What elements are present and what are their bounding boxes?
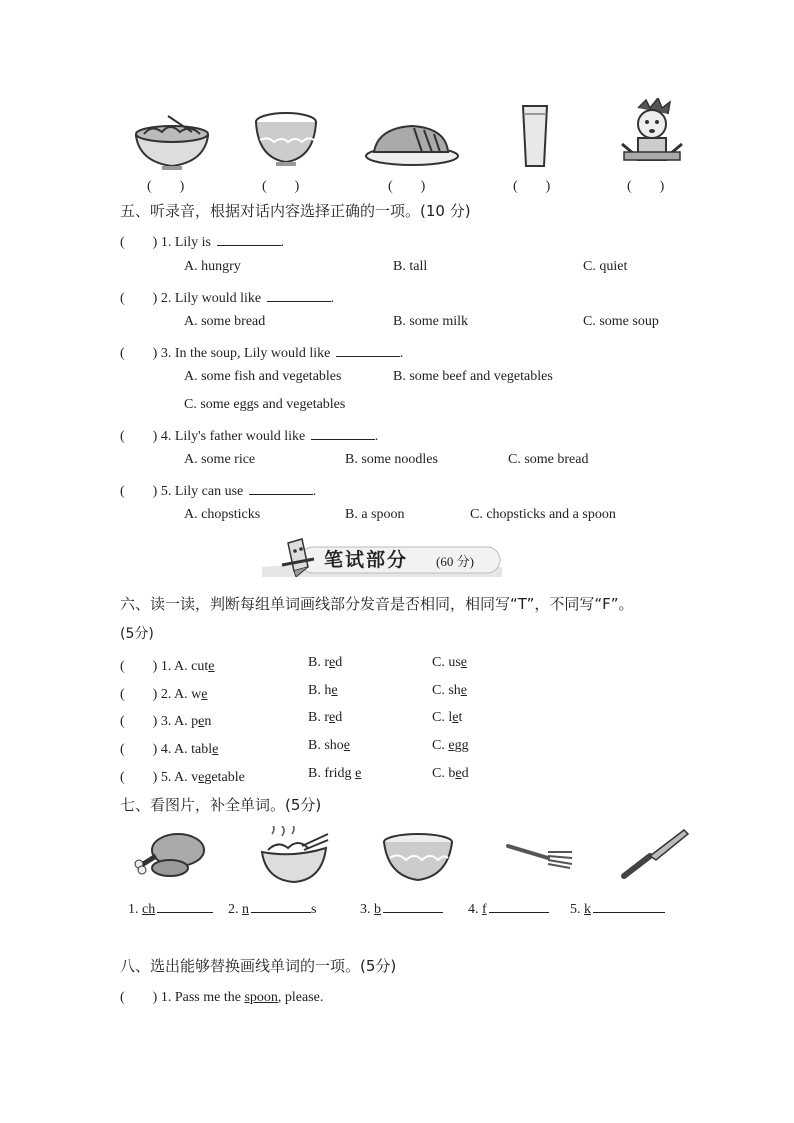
option-a: A. hungry [184,259,241,274]
fork-icon [504,836,576,876]
word-part: B. r [308,710,329,725]
stem: ( ) 3. In the soup, Lily would like [120,346,331,361]
word-part: B. r [308,655,329,670]
option-c: C. some bread [508,452,589,467]
stem-end: . [280,235,284,250]
word-c [432,655,467,671]
word-b [308,683,338,699]
word-part: p [191,714,199,729]
option-b: B. some noodles [345,452,438,467]
section-7-title: 七、看图片，补全单词。(5分) [120,796,322,814]
stem-end: , please. [277,990,324,1005]
item-number: 2. [228,902,242,917]
word-c [432,683,467,699]
underlined-letter: e [329,655,336,670]
row-number: ( ) 3. A. [120,714,192,729]
stem-end: . [374,429,379,444]
answer-blank[interactable] [157,900,213,913]
word-part: C. [432,738,449,753]
word-c [432,738,469,754]
underlined-letter: e [355,766,362,781]
word-part: C. us [432,655,461,670]
word-part: d [335,655,343,670]
knife-icon [620,826,690,882]
fill-item-2 [228,900,316,918]
option-b: B. tall [393,259,428,274]
word-part: getable [204,770,245,785]
underlined-letter: e [201,687,208,702]
option-b: B. some beef and vegetables [393,369,553,384]
stem-end: . [330,291,335,306]
word-part: gg [454,738,469,753]
option-c: C. some eggs and vegetables [184,397,346,412]
answer-blank[interactable] [249,482,313,495]
word-part: C. sh [432,683,461,698]
noodle-bowl-icon [132,112,212,172]
answer-paren[interactable]: ( ) [627,179,665,194]
question-5-2 [120,287,334,307]
stem: ( ) 2. Lily would like [120,291,262,306]
question-5-1 [120,231,284,251]
word-part: n [204,714,212,729]
word-part: B. h [308,683,332,698]
word-part: t [458,710,463,725]
banner-score: (60 分) [436,554,474,569]
word-part: tabl [191,742,213,757]
glass-of-milk-icon [520,104,550,168]
option-a: A. some fish and vegetables [184,369,342,384]
word-part: B. sho [308,738,344,753]
underlined-letter: e [460,683,468,698]
stem-end: . [399,346,404,361]
section-6-title: 六、读一读，判断每组单词画线部分发音是否相同，相同写“T”，不同写“F”。 [120,595,634,613]
underlined-letter: e [460,655,468,670]
row-number: ( ) 4. A. [120,742,192,757]
answer-blank[interactable] [311,427,375,440]
underlined-letter: e [329,710,336,725]
table-row [120,683,208,703]
word-b [308,655,342,671]
option-c: C. some soup [583,314,659,329]
word-b [308,710,342,726]
bowl-icon [254,110,318,168]
underlined-letter: e [208,659,215,674]
item-number: 5. [570,902,584,917]
underlined-letter: e [448,738,455,753]
word-part: w [191,687,202,702]
word-part: v [191,770,199,785]
word-start: k [584,902,591,917]
item-number: 4. [468,902,482,917]
word-part: d [335,710,343,725]
word-part: d [461,766,469,781]
word-part: C. l [432,710,453,725]
answer-blank[interactable] [383,900,443,913]
answer-blank[interactable] [251,900,311,913]
underlined-letter: e [455,766,462,781]
option-b: B. some milk [393,314,469,329]
stem: ( ) 5. Lily can use [120,484,244,499]
stem: ( ) 1. Lily is [120,235,211,250]
noodles-chopsticks-icon [258,826,330,886]
banner-title: 笔试部分 [324,549,409,571]
fill-item-3 [360,900,443,918]
underlined-letter: e [343,738,351,753]
question-5-4 [120,425,378,445]
stem: ( ) 1. Pass me the [120,990,245,1005]
row-number: ( ) 1. A. [120,659,192,674]
underlined-letter: e [198,770,205,785]
underlined-letter: e [331,683,338,698]
question-5-5 [120,480,316,500]
option-b: B. a spoon [345,507,405,522]
fill-item-5 [570,900,665,918]
answer-paren[interactable]: ( ) [513,179,551,194]
option-a: A. some bread [184,314,266,329]
underlined-word: spoon [244,990,278,1005]
word-c [432,766,469,782]
boy-eating-icon [616,98,688,170]
answer-blank[interactable] [489,900,549,913]
word-part: cut [191,659,209,674]
word-b [308,738,350,754]
underlined-letter: e [452,710,459,725]
answer-blank[interactable] [267,289,331,302]
item-number: 1. [128,902,142,917]
table-row [120,766,245,786]
answer-paren[interactable]: ( ) [147,179,185,194]
option-a: A. chopsticks [184,507,261,522]
fill-item-4 [468,900,549,918]
word-start: b [374,902,381,917]
answer-paren[interactable]: ( ) [262,179,300,194]
option-c: C. quiet [583,259,628,274]
stem: ( ) 4. Lily's father would like [120,429,306,444]
word-start: n [242,902,249,917]
underlined-letter: e [198,714,205,729]
word-b [308,766,361,782]
written-part-banner [260,537,504,579]
word-start: f [482,902,487,917]
decorated-bowl-icon [382,832,454,884]
row-number: ( ) 2. A. [120,687,192,702]
word-c [432,710,462,726]
word-end: s [311,902,317,917]
chicken-leg-icon [134,830,206,880]
word-start: ch [142,902,156,917]
option-a: A. some rice [184,452,256,467]
section-5-title: 五、听录音，根据对话内容选择正确的一项。(10 分) [120,202,471,220]
table-row [120,738,218,758]
question-5-3 [120,342,403,362]
pencil-mascot-icon [278,537,318,577]
fill-item-1 [128,900,213,918]
bread-plate-icon [364,120,460,168]
table-row [120,655,215,675]
word-part: C. b [432,766,456,781]
answer-blank[interactable] [217,233,281,246]
option-c: C. chopsticks and a spoon [470,507,616,522]
word-part: B. fridg [308,766,356,781]
section-8-title: 八、选出能够替换画线单词的一项。(5分) [120,957,397,975]
section-6-score: (5分) [120,626,154,642]
answer-blank[interactable] [336,344,400,357]
underlined-letter: e [212,742,219,757]
answer-blank[interactable] [593,900,665,913]
table-row [120,710,211,730]
row-number: ( ) 5. A. [120,770,192,785]
answer-paren[interactable]: ( ) [388,179,426,194]
question-8-1 [120,986,323,1006]
stem-end: . [312,484,317,499]
item-number: 3. [360,902,374,917]
